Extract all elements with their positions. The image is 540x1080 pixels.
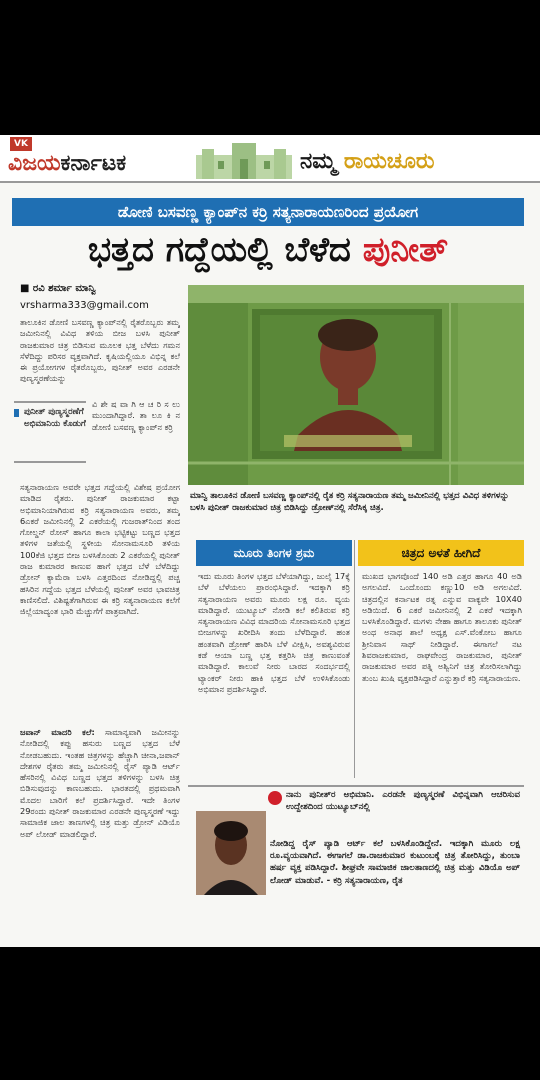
- author-email[interactable]: vrsharma333@gmail.com: [20, 300, 149, 311]
- brand-name: [8, 151, 126, 176]
- farmer-photo: [196, 811, 266, 895]
- column-divider: [354, 540, 355, 778]
- box-left-title: ಮೂರು ತಿಂಗಳ ಶ್ರಮ: [196, 540, 352, 566]
- edition-gold: ರಾಯಚೂರು: [343, 149, 435, 174]
- vk-badge: VK: [10, 137, 32, 151]
- quote-dot-icon: [268, 791, 282, 805]
- quote-text-1: ನಾನು ಪುನೀತ್‌ರ ಅಭಿಮಾನಿ. ಎರಡನೇ ಪುಣ್ಯಸ್ಮರಣೆ ವಿಭಿನ್ನವಾಗಿ ಆಚರಿಸುವ ಉದ್ದೇಶದಿಂದ ಯುಟ್ಯೂಬ್‌ನಲ್ಲಿ: [286, 790, 520, 813]
- quote-text-2: ನೋಡಿದ್ದ ರೈಸ್ ಪ್ಯಾಡಿ ಆರ್ಟ್ ಕಲೆ ಬಳಸಿಕೊಂಡಿದ್ದೇನೆ. ಇದಕ್ಕಾಗಿ ಮೂರು ಲಕ್ಷ ರೂ.ವ್ಯಯವಾಗಿದೆ. ಈಗಾಗಲೆ ಡಾ.ರಾಜಕುಮಾರ ಕುಟುಂಬಕ್ಕೆ ಚಿತ್ರ ತೋರಿಸಿದ್ದು, ತುಂಬಾ ಹರ್ಷ ವ್ಯಕ್ತ ಪಡಿಸಿದ್ದಾರೆ. ಶೀಘ್ರವೇ ಸಾಮಾಜಿಕ ಜಾಲತಾಣದಲ್ಲಿ ಚಿತ್ರ ಮತ್ತು ವಿಡಿಯೊ ಅಪ್ ಲೋಡ್ ಮಾಡುವೆ. - ಕರ್ರಿ ಸತ್ಯನಾರಾಯಣ, ರೈತ: [270, 839, 520, 886]
- kicker-banner: ಡೋಣಿ ಬಸವಣ್ಣ ಕ್ಯಾಂಪ್‌ನ ಕರ್ರಿ ಸತ್ಯನಾರಾಯಣರಿಂದ ಪ್ರಯೋಗ: [12, 198, 524, 226]
- paddy-art-image: [188, 285, 524, 485]
- masthead-divider: [0, 181, 540, 183]
- article-sub-section: [20, 727, 180, 943]
- farmer-portrait: [196, 811, 266, 895]
- brand-red: ವಿಜಯ: [8, 151, 61, 176]
- edition-dark: ನಮ್ಮ: [300, 149, 337, 174]
- photo-caption: ಮಾನ್ವಿ ತಾಲೂಕಿನ ಡೋಣಿ ಬಸವಣ್ಣ ಕ್ಯಾಂಪ್‌ನಲ್ಲಿ ರೈತ ಕರ್ರಿ ಸತ್ಯನಾರಾಯಣ ತಮ್ಮ ಜಮೀನಿನಲ್ಲಿ ಭತ್ತದ ವಿವಿಧ ತಳಿಗಳನ್ನು ಬಳಸಿ ಪುನೀತ್ ರಾಜಕುಮಾರ ಚಿತ್ರ ಬಿಡಿಸಿದ್ದು ಡ್ರೋಣ್‌ನಲ್ಲಿ ಸೆರೆಸಿಕ್ಕ ಚಿತ್ರ.: [190, 491, 509, 513]
- article-col1-bottom: ಸತ್ಯನಾರಾಯಣ ಅವರೇ ಭತ್ತದ ಗದ್ದೆಯಲ್ಲಿ ವಿಶೇಷ ಪ್ರಯೋಗ ಮಾಡಿದ ರೈತರು. ಪುನೀತ್ ರಾಜಕುಮಾರ ಕಟ್ಟಾ ಅಭಿಮಾನಿಯಾಗಿರುವ ಕರ್ರಿ ಸತ್ಯನಾರಾಯಣ ಅವರು, ತಮ್ಮ 6ಎಕರೆ ಜಮೀನಿನಲ್ಲಿ 2 ಎಕರೆಯಲ್ಲಿ ಗುಜರಾತ್‌ನಿಂದ ತಂದ ಗೋಲ್ಡನ್ ರೋಸ್ ಹಾಗೂ ಕಾಲಾ ಭಟ್ಟಿಕಟ್ಟು ಬಣ್ಣದ ಭತ್ತದ ತಳಿಗಳ ಜತೆಯಲ್ಲಿ ಸ್ಥಳೀಯ ಸೋನಾಮಸೂರಿ ತಳಿಯ 100ಕೆಜಿ ಭತ್ತದ ಬೀಜ ಬಳಸಿಕೊಂಡು 2 ಎಕರೆಯಲ್ಲಿ ಪುನೀತ್ ರಾಜ ಕುಮಾರರ ಕಾಣುವ ಹಾಗೆ ಭತ್ತದ ಬೆಳೆ ಬೆಳೆದಿದ್ದು ಡ್ರೋನ್ ಕ್ಯಾಮೆರಾ ಬಳಸಿ ಎತ್ತರದಿಂದ ನೋಡಿದ್ದಲ್ಲಿ ಪಚ್ಚ ಹಸಿರಿನ ಗದ್ದೆಯ ಭತ್ತದ ಬೆಳೆಯಲ್ಲಿ ಪುನೀತ್ ಅವರ ಭಾವಚಿತ್ರ ಕಾಣಿಸಲಿದೆ. ವಿಶಿಷ್ಟತೆಗಾಗಿರುವ ಈ ಕರ್ರಿ ಸತ್ಯನಾರಾಯಣ ಕಲೆಗೆ ಜಿಲ್ಲೆಯಾದ್ಯಂತ ಭಾರಿ ಮೆಚ್ಚುಗೆಗೆ ಪಾತ್ರವಾಗಿದೆ.: [20, 482, 180, 617]
- newspaper-page: [0, 135, 540, 947]
- byline: ■ ರವಿ ಶರ್ಮಾ ಮಾನ್ವಿ: [20, 283, 96, 294]
- article-col1-side: ವಿ ಶೇ ಷ ವಾ ಗಿ ಆ ಚ ರಿ ಸ ಲು ಮುಂದಾಗಿದ್ದಾರೆ. ತಾ ಲೂ ಕಿ ನ ಡೋಣಿ ಬಸವಣ್ಣ ಕ್ಯಾಂಪ್‌ನ ಕರ್ರಿ: [92, 399, 180, 432]
- pull-quote-text: ಪುನೀತ್ ಪುಣ್ಯಸ್ಮರಣೆಗೆ ಅಭಿಮಾನಿಯ ಕೊಡುಗೆ: [24, 407, 86, 429]
- headline: [12, 227, 524, 273]
- masthead: [0, 135, 540, 183]
- quote-marker: [14, 409, 19, 417]
- sub-heading: ಜವಾನ್ ಮಾದರಿ ಕಲೆ:: [20, 727, 95, 737]
- headline-main: ಭತ್ತದ ಗದ್ದೆಯಲ್ಲಿ ಬೆಳೆದ: [87, 230, 351, 270]
- pull-quote-side: [14, 401, 86, 463]
- article-col1-top: ತಾಲೂಕಿನ ಡೋಣಿ ಬಸವಣ್ಣ ಕ್ಯಾಂಪ್‌ನಲ್ಲಿ ರೈತರೊಬ್ಬರು ತಮ್ಮ ಜಮೀನಿನಲ್ಲಿ ವಿವಿಧ ತಳಿಯ ಬೀಜ ಬಳಸಿ ಪುನೀತ್ ರಾಜಕುಮಾರ ಚಿತ್ರ ಬಿಡಿಸುವ ಮೂಲಕ ಭತ್ತ ಬೆಳೆದು ಗಮನ ಸೆಳೆದಿದ್ದು ಪರಿಸರ ವ್ಯಕ್ತವಾಗಿದೆ. ಕೃಷಿಯಲ್ಲಿಯೂ ವಿಭಿನ್ನ ಕಲೆ ಈ ಪ್ರಯೋಗಗಳ ರೈತರೊಬ್ಬರು, ಪುನೀತ್ ಅವರ ಎರಡನೇ ಪುಣ್ಯಸ್ಮರಣೆಯನ್ನು: [20, 317, 180, 384]
- sub-body: ಸಾಮಾನ್ಯವಾಗಿ ಜಮೀನನ್ನು ನೋಡಿದಲ್ಲಿ ಕಪ್ಪು ಹಸುರು ಬಣ್ಣದ ಭತ್ತದ ಬೆಳೆ ನೋಡಬಹುದು. ಇಂತಹ ಚಿತ್ರಗಳನ್ನು ಹೆಚ್ಚಾಗಿ ಚೀನಾ,ಜಪಾನ್ ದೇಶಗಳ ರೈತರು ತಮ್ಮ ಜಮೀನಿನಲ್ಲಿ ರೈಸ್ ಪ್ಯಾಡಿ ಆರ್ಟ್ ಹೆಸರಿನಲ್ಲಿ ವಿವಿಧ ಬಣ್ಣದ ಭತ್ತದ ತಳಿಗಳನ್ನು ಬಳಸಿ ಚಿತ್ರ ಬಿಡಿಸುವುದನ್ನು ಕಾಣಬಹುದು. ಭಾರತದಲ್ಲಿ ಪ್ರಥಮವಾಗಿ ಮೊದಲ ಬಾರಿಗೆ ಕಲೆ ಪ್ರದರ್ಶಿಸಿದ್ದಾರೆ. ಇದೇ ತಿಂಗಳ 29ರಂದು ಪುನೀತ್ ರಾಜಕುಮಾರ ಎರಡನೇ ಪುಣ್ಯಸ್ಮರಣೆ ಇದ್ದು ಸಾಮಾಜಿಕ ಜಾಲ ತಾಣಗಳಲ್ಲಿ ಚಿತ್ರ ಮತ್ತು ಡ್ರೋನ್ ವಿಡಿಯೊ ಅಪ್ ಲೋಡ್ ಮಾಡಲಿದ್ದಾರೆ.: [20, 727, 180, 839]
- palace-icon: [196, 141, 292, 179]
- box-left-body: ಇದು ಮೂರು ತಿಂಗಳ ಭತ್ತದ ಬೆಳೆಯಾಗಿದ್ದು, ಜುಲೈ 17ಕ್ಕೆ ಬೆಳೆ ಬೆಳೆಯಲು ಪ್ರಾರಂಭಿಸಿದ್ದಾರೆ. ಇದಕ್ಕಾಗಿ ಕರ್ರಿ ಸತ್ಯನಾರಾಯಣ ಅವರು ಮೂರು ಲಕ್ಷ ರೂ. ವ್ಯಯ ಮಾಡಿದ್ದಾರೆ. ಯುಟ್ಯೂಬ್ ನೋಡಿ ಕಲೆ ಕಲಿತಿರುವ ಕರ್ರಿ ಸತ್ಯನಾರಾಯಣ ವಿವಿಧ ಮಾದರಿಯ ಸೋನಾಮಸೂರಿ ಭತ್ತದ ಬೀಜಗಳನ್ನು ಖರೀದಿಸಿ ತಂದು ಬೆಳೆದಿದ್ದಾರೆ. ಹಂತ ಹಂತವಾಗಿ ಡ್ರೋಣ್ ಹಾರಿಸಿ ಬೆಳೆ ವೀಕ್ಷಿಸಿ, ಅವಶ್ಯವಿರುವ ಕಡೆ ಆಯಾ ಬಣ್ಣ ಭತ್ತ ಕತ್ತರಿಸಿ ಚಿತ್ರ ಕಾಣುವಂತೆ ಮಾಡಿದ್ದಾರೆ. ಕಾಲುವೆ ನೀರು ಬಾರದ ಸಂದರ್ಭದಲ್ಲಿ ಟ್ಯಾಂಕರ್ ನೀರು ಹಾಕಿ ಭತ್ತದ ಬೆಳೆ ಉಳಿಸಿಕೊಂಡು ಅಭಿಮಾನ ಪ್ರದರ್ಶಿಸಿದ್ದಾರೆ.: [198, 571, 350, 694]
- box-right-title: ಚಿತ್ರದ ಅಳತೆ ಹೀಗಿದೆ: [358, 540, 524, 566]
- aerial-photo: [188, 285, 524, 485]
- box-right-body: ಮುಖದ ಭಾಗವೊಂದೆ 140 ಅಡಿ ಎತ್ತರ ಹಾಗೂ 40 ಅಡಿ ಅಗಲವಿದೆ. ಒಂದೊಂದು ಕಣ್ಣು10 ಅಡಿ ಅಗಲವಿದೆ. ಚಿತ್ರದಲ್ಲಿನ ಕರ್ನಾಟಕ ರತ್ನ ಎನ್ನುವ ವಾಕ್ಯವೇ 10X40 ಅಡಿಯಿದೆ. 6 ಎಕರೆ ಜಮೀನಿನಲ್ಲಿ 2 ಎಕರೆ ಇದಕ್ಕಾಗಿ ಬಳಸಿಕೊಂಡಿದ್ದಾರೆ. ಮಗಳು ನೇಹಾ ಹಾಗೂ ತಾಲೂಕು ಪುನೀತ್ ಅಂಧ ಅನಾಥ ಶಾಲೆ ಅಧ್ಯಕ್ಷ ಎಸ್.ವೆಂಕೋಬ ಹಾಗೂ ಶ್ರೀನಿವಾಸ ಸಾಥ್ ನೀಡಿದ್ದಾರೆ. ಈಗಾಗಲೆ ನಟ ಶಿವರಾಜಕುಮಾರ, ರಾಘವೇಂದ್ರ ರಾಜಕುಮಾರ, ಪುನೀತ್ ರಾಜಕುಮಾರ ಅವರ ಪತ್ನಿ ಅಶ್ವಿನಿಗೆ ಚಿತ್ರ ತೋರಿಸಲಾಗಿದ್ದು ತುಂಬ ಖುಷಿ ವ್ಯಕ್ತಪಡಿಸಿದ್ದಾರೆ ಎನ್ನುತ್ತಾರೆ ಕರ್ರಿ ಸತ್ಯನಾರಾಯಣ.: [362, 571, 522, 683]
- edition-name: [300, 149, 435, 174]
- brand-dark: ಕರ್ನಾಟಕ: [60, 151, 127, 176]
- headline-highlight: ಪುನೀತ್: [362, 230, 449, 270]
